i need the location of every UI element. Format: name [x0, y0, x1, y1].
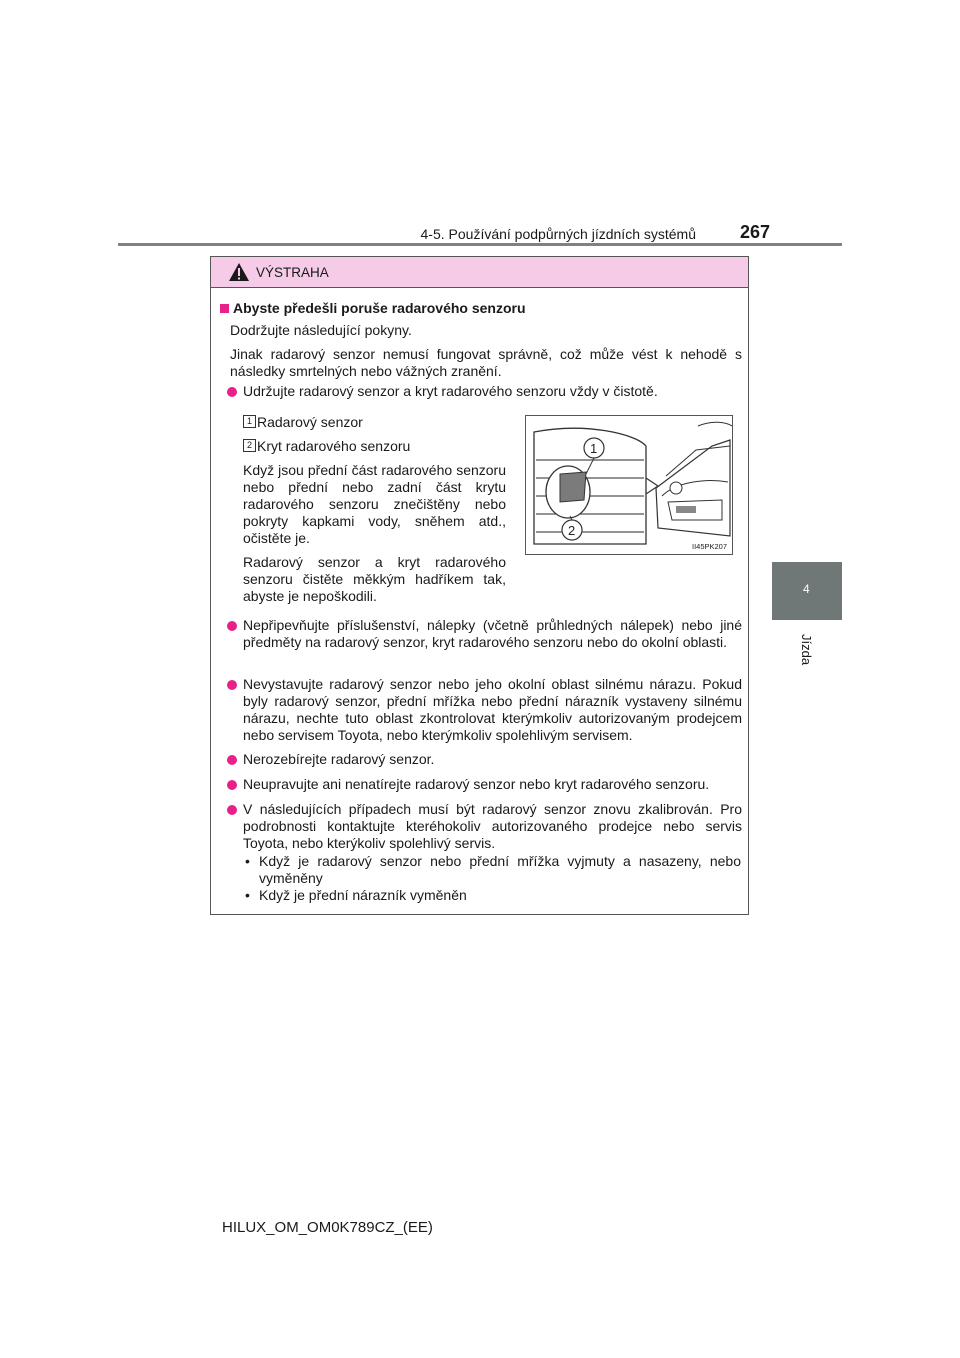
chapter-title: Jízda — [799, 634, 814, 666]
intro-text: Dodržujte následující pokyny. — [230, 322, 412, 338]
document-code: HILUX_OM_OM0K789CZ_(EE) — [222, 1219, 433, 1236]
bullet-keep-clean: Udržujte radarový senzor a kryt radarového senzoru vždy v čistotě. — [243, 383, 658, 399]
bullet-dot-icon — [227, 680, 237, 690]
radar-sensor-illustration — [526, 416, 732, 554]
intro-consequence-text: Jinak radarový senzor nemusí fungovat správně, což může vést k nehodě s následky smrtelných nebo vážných zranění. — [230, 346, 742, 379]
radar-sensor-figure — [525, 415, 733, 555]
figure-callout-1: 1 — [590, 441, 598, 456]
chapter-label — [771, 622, 841, 672]
warning-header — [211, 257, 748, 288]
legend-label-1: Radarový senzor — [257, 414, 363, 430]
sub-bullet-mark: • — [245, 853, 250, 869]
bullet-no-impact: Nevystavujte radarový senzor nebo jeho okolní oblast silnému nárazu. Pokud byly radarový senzor, přední mřížka nebo přední nárazník vystaveny silnému nárazu, nechte tuto oblast zkontrolovat kterýmkoliv autorizovaným prodejcem nebo servisem Toyota, nebo kterýmkoliv spolehlivým servisem. — [243, 676, 742, 743]
bullet-dot-icon — [227, 387, 237, 397]
figure-callout-2: 2 — [568, 523, 576, 538]
warning-box — [210, 256, 749, 915]
bullet-dot-icon — [227, 780, 237, 790]
bullet-recalibration: V následujících případech musí být radarový senzor znovu zkalibrován. Pro podrobnosti kontaktujte kteréhokoliv autorizovaného prodejce nebo servis Toyota, nebo kterýkoliv spolehlivý servis. — [243, 801, 742, 851]
figure-code: II45PK207 — [692, 542, 728, 551]
chapter-number: 4 — [803, 582, 810, 596]
legend-number-2: 2 — [243, 439, 256, 452]
soft-cloth-paragraph: Radarový senzor a kryt radarového senzoru čistěte měkkým hadříkem tak, abyste je nepoškodili. — [243, 554, 506, 604]
chapter-tab — [772, 562, 842, 620]
bullet-dot-icon — [227, 755, 237, 765]
page-number: 267 — [740, 222, 771, 242]
bullet-no-disassembly: Nerozebírejte radarový senzor. — [243, 751, 435, 767]
header-rule — [118, 243, 842, 246]
sub-bullet-mark: • — [245, 887, 250, 903]
warning-heading: Abyste předešli poruše radarového senzoru — [233, 300, 526, 316]
section-title: 4-5. Používání podpůrných jízdních systémů — [420, 226, 696, 242]
sub-bullet-bumper: Když je přední nárazník vyměněn — [259, 887, 467, 903]
section-square-icon — [220, 304, 229, 313]
legend-number-1: 1 — [243, 415, 256, 428]
bullet-no-accessories: Nepřipevňujte příslušenství, nálepky (včetně průhledných nálepek) nebo jiné předměty na radarový senzor, kryt radarového senzoru nebo do okolní oblasti. — [243, 617, 742, 650]
cleaning-paragraph: Když jsou přední část radarového senzoru nebo přední nebo zadní část krytu radarového senzoru znečištěny nebo pokryty kapkami vody, sněhem atd., očistěte je. — [243, 462, 506, 546]
legend-label-2: Kryt radarového senzoru — [257, 438, 411, 454]
warning-triangle-icon — [228, 262, 250, 282]
sub-bullet-grille: Když je radarový senzor nebo přední mřížka vyjmuty a nasazeny, nebo vyměněny — [259, 853, 741, 886]
bullet-dot-icon — [227, 621, 237, 631]
bullet-no-modification: Neupravujte ani nenatírejte radarový senzor nebo kryt radarového senzoru. — [243, 776, 710, 792]
bullet-dot-icon — [227, 805, 237, 815]
warning-label: VÝSTRAHA — [256, 265, 329, 280]
